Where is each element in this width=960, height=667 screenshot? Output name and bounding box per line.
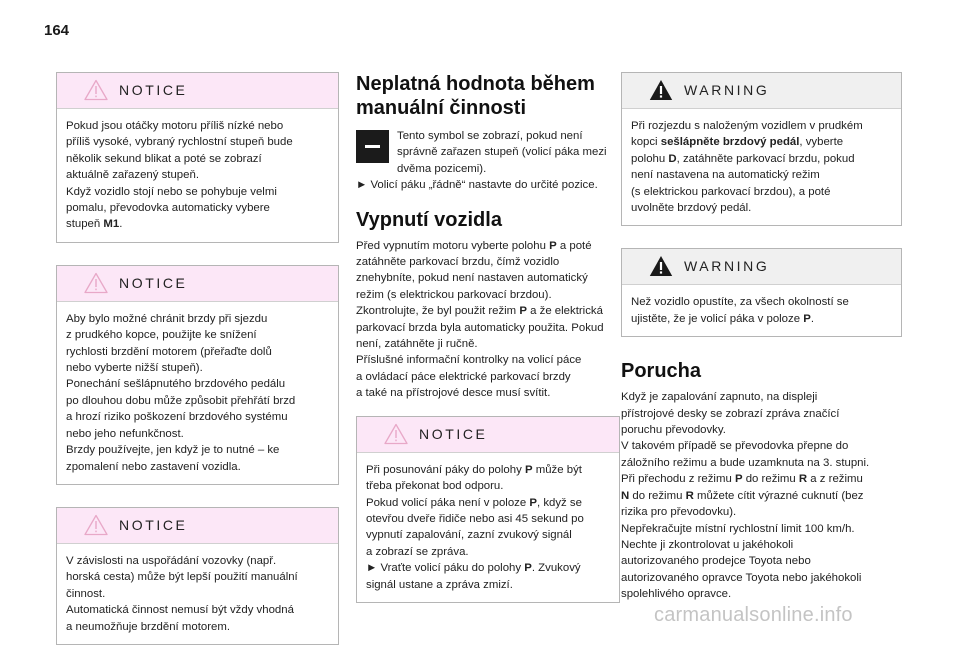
text-span: kopci (631, 136, 661, 149)
text-line: Automatická činnost nemusí být vždy vhodná (66, 604, 294, 617)
text-line: otevřou dveře řidiče nebo asi 45 sekund po (366, 512, 584, 525)
text-line (356, 303, 620, 319)
text-line: autorizovaného prodejce Toyota nebo (621, 555, 811, 568)
text-span: může být (532, 463, 582, 476)
text-line (631, 311, 892, 327)
text-span: . (810, 312, 814, 325)
text-span: . (119, 218, 123, 231)
text-line: rychlosti brzdění motorem (přeřaďte dolů (66, 345, 272, 358)
bold-text: P (519, 305, 527, 318)
warning-body (622, 285, 901, 336)
text-line: z prudkého kopce, použijte ke snížení (66, 329, 257, 342)
notice-box-mountain-road (56, 507, 339, 645)
text-line: činnost. (66, 587, 106, 600)
text-line: zatáhněte parkovací brzdu, čímž vozidlo (356, 256, 560, 269)
text-line: Pokud jsou otáčky motoru příliš nízké nebo (66, 120, 284, 132)
text-line: Brzdy používejte, jen když je to nutné – ke (66, 444, 280, 457)
text-span: můžete cítit výrazné cuknutí (bez (693, 489, 864, 502)
text-line: několik sekund blikat a poté se zobrazí (66, 152, 262, 165)
bold-text: D (668, 152, 677, 165)
text-line: znehybníte, pokud není nastaven automatický (356, 272, 588, 285)
text-line (356, 238, 620, 254)
notice-box-park-position (356, 416, 620, 603)
bold-text: P (734, 473, 743, 486)
text-line: přístrojové desky se zobrazí zpráva značící (621, 407, 840, 420)
text-span: . Zvukový (531, 562, 581, 575)
warning-box-hill-start (621, 72, 902, 226)
switching-off-text (356, 238, 620, 402)
text-span: , vyberte (799, 136, 844, 149)
page-number: 164 (44, 22, 70, 39)
bold-text: P (529, 496, 537, 509)
notice-triangle-icon (84, 79, 108, 101)
text-span: , když se (536, 496, 582, 509)
warning-body (622, 109, 901, 225)
text-line: Tento symbol se zobrazí, pokud není (397, 130, 583, 142)
watermark: carmanualsonline.info (654, 604, 853, 626)
column-1 (56, 72, 339, 667)
text-span: ► Vraťte volicí páku do polohy (366, 562, 525, 575)
text-line: příliš vysoké, vybraný rychlostní stupeň bude (66, 136, 293, 149)
text-line: ► Volicí páku „řádně“ nastavte do určité pozice. (356, 179, 598, 192)
text-span: ujistěte, že je volicí páka v poloze (631, 312, 804, 325)
text-line: rizika pro převodovku). (621, 506, 737, 519)
text-line: třeba překonat bod odporu. (366, 480, 504, 493)
notice-triangle-icon (84, 514, 108, 536)
text-span: Zkontrolujte, že byl použit režim (356, 305, 520, 318)
notice-title: NOTICE (119, 82, 188, 98)
text-line: nebo vyberte nižší stupeň). (66, 362, 203, 375)
notice-triangle-icon (384, 423, 408, 445)
bold-text: sešlápněte brzdový pedál (660, 136, 800, 149)
column-2 (356, 72, 620, 625)
notice-triangle-icon (84, 272, 108, 294)
bold-text: P (549, 239, 557, 252)
text-span: Pokud volicí páka není v poloze (366, 496, 530, 509)
text-line: uvolněte brzdový pedál. (631, 202, 752, 215)
text-line: poruchu převodovky. (621, 424, 726, 437)
text-span: polohu (631, 152, 669, 165)
section-heading-switching-off: Vypnutí vozidla (356, 208, 502, 231)
text-line: dvěma pozicemi). (397, 162, 487, 175)
text-line: není, zatáhněte ji ručně. (356, 338, 478, 351)
bold-text: M1 (103, 218, 120, 231)
invalid-value-text (356, 128, 620, 194)
text-line: není nastavena na automatický režim (631, 169, 820, 182)
text-line: V takovém případě se převodovka přepne do (621, 440, 849, 453)
heading-line: manuální činnosti (356, 97, 527, 119)
text-line: režim (s elektrickou parkovací brzdou). (356, 288, 552, 301)
text-line: vypnutí zapalování, zazní zvukový signál (366, 529, 572, 542)
text-span: , zatáhněte parkovací brzdu, pokud (676, 152, 855, 165)
text-line: správně zařazen stupeň (volicí páka mezi (397, 146, 607, 159)
column-3 (621, 72, 902, 603)
text-line: parkovací brzda byla automaticky použita. Pokud (356, 321, 604, 334)
text-line (366, 560, 610, 576)
notice-header (57, 266, 338, 302)
text-line: a hrozí riziko poškození brzdového systému (66, 411, 288, 424)
text-line: a neumožňuje brzdění motorem. (66, 620, 230, 633)
text-line: signál ustane a zpráva zmizí. (366, 578, 513, 591)
text-line (631, 134, 892, 150)
text-line: a také na přístrojové desce musí svítit. (356, 387, 551, 400)
text-span: do režimu (742, 473, 799, 486)
text-line (366, 462, 610, 478)
text-span: Při přechodu z režimu (621, 473, 735, 486)
dash-symbol-icon (356, 130, 389, 163)
bold-text: R (798, 473, 808, 486)
notice-box-rpm (56, 72, 339, 243)
text-line (631, 151, 892, 167)
warning-header (622, 249, 901, 285)
text-span: a že elektrická (526, 305, 603, 318)
text-line: Nechte ji zkontrolovat u jakéhokoli (621, 538, 794, 551)
text-line: Ponechání sešlápnutého brzdového pedálu (66, 378, 286, 391)
notice-body (57, 109, 338, 242)
text-line: Aby bylo možné chránit brzdy při sjezdu (66, 312, 268, 325)
notice-title: NOTICE (119, 274, 188, 291)
text-line: Při rozjezdu s naloženým vozidlem v prudkém (631, 120, 863, 132)
bold-text: P (803, 312, 811, 325)
warning-title: WARNING (684, 82, 770, 98)
notice-title: NOTICE (119, 516, 188, 533)
notice-box-engine-braking (56, 265, 339, 485)
notice-header (57, 73, 338, 109)
warning-triangle-icon (649, 255, 673, 277)
text-line: nebo jeho nefunkčnost. (66, 427, 184, 440)
text-span: a poté (556, 239, 592, 252)
warning-box-leaving-vehicle (621, 248, 902, 337)
bold-text: R (685, 489, 694, 502)
text-line (66, 216, 329, 232)
text-line (366, 495, 610, 511)
notice-body (57, 544, 338, 644)
text-line: horská cesta) může být lepší použití manuální (66, 571, 298, 584)
text-line: po dlouhou dobu může způsobit přehřátí brzd (66, 394, 296, 407)
text-line: zpomalení nebo zastavení vozidla. (66, 460, 241, 473)
section-heading-invalid-value (356, 72, 620, 120)
text-line (621, 471, 902, 487)
notice-header (357, 417, 619, 453)
text-line: Když vozidlo stojí nebo se pohybuje velmi (66, 185, 277, 198)
text-line: záložního režimu a bude uzamknuta na 3. stupni. (621, 456, 870, 469)
text-span: Před vypnutím motoru vyberte polohu (356, 239, 550, 252)
section-heading-fault: Porucha (621, 360, 702, 383)
text-line: autorizovaného opravce Toyota nebo jakéhokoli (621, 571, 862, 584)
text-line: V závislosti na uspořádání vozovky (např. (66, 554, 277, 567)
bold-text: P (524, 463, 533, 476)
notice-title: NOTICE (419, 425, 488, 442)
text-line: pomalu, převodovka automaticky vybere (66, 202, 270, 215)
text-line: a zobrazí se zpráva. (366, 545, 469, 558)
text-span: do režimu (629, 489, 686, 502)
text-line: Když je zapalování zapnuto, na displeji (621, 391, 818, 404)
text-line: Než vozidlo opustíte, za všech okolností se (631, 296, 849, 309)
text-line: aktuálně zařazený stupeň. (66, 169, 199, 182)
warning-title: WARNING (684, 258, 770, 275)
text-line: Příslušné informační kontrolky na volicí páce (356, 354, 582, 367)
notice-body (357, 453, 619, 602)
fault-text (621, 389, 902, 602)
text-line: (s elektrickou parkovací brzdou), a poté (631, 185, 831, 198)
text-span: stupeň (66, 218, 104, 231)
warning-header (622, 73, 901, 109)
heading-line: Neplatná hodnota během (356, 73, 595, 95)
notice-header (57, 508, 338, 544)
warning-triangle-icon (649, 79, 673, 101)
text-span: a z režimu (807, 473, 863, 486)
text-line: a ovládací páce elektrické parkovací brzdy (356, 370, 571, 383)
bold-text: N (621, 489, 630, 502)
text-line: Nepřekračujte místní rychlostní limit 100 km/h. (621, 522, 855, 535)
text-span: Při posunování páky do polohy (366, 463, 525, 476)
notice-body (57, 302, 338, 484)
text-line: spolehlivého opravce. (621, 588, 732, 601)
bold-text: P (524, 562, 532, 575)
text-line (621, 488, 902, 504)
